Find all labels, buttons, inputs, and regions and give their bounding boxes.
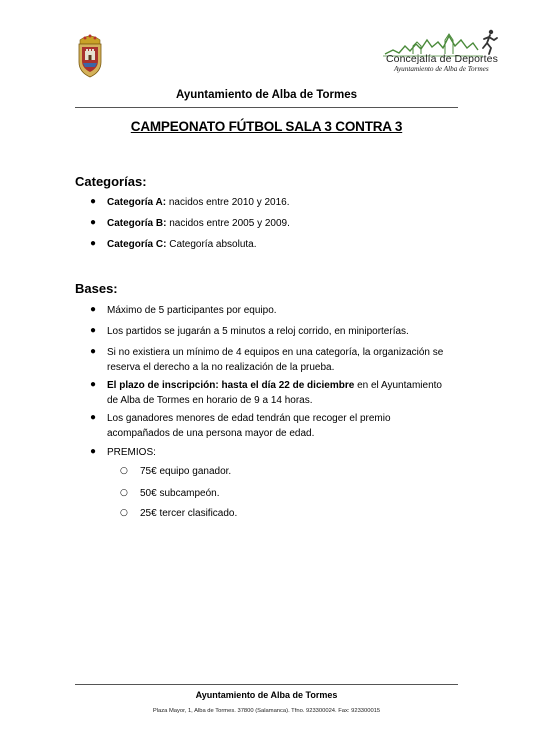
bases-text: Si no existiera un mínimo de 4 equipos en una categoría, la organización se reserva el derecho a la no realización de la prueba. xyxy=(107,347,444,373)
bases-text: PREMIOS: xyxy=(107,447,156,458)
categoria-item xyxy=(90,195,450,210)
categoria-item xyxy=(90,237,450,252)
bullet-icon: ● xyxy=(90,196,97,207)
bullet-icon: ● xyxy=(90,238,97,249)
bases-text: Máximo de 5 participantes por equipo. xyxy=(107,305,277,316)
bases-text: Los ganadores menores de edad tendrán que recoger el premio acompañados de una persona mayor de edad. xyxy=(107,413,391,439)
bases-item xyxy=(90,445,450,460)
categoria-label: Categoría C: xyxy=(107,239,167,250)
bases-label: El plazo de inscripción: hasta el día 22 de diciembre xyxy=(107,380,355,391)
categoria-item xyxy=(90,216,450,231)
circle-bullet-icon: ○ xyxy=(120,466,128,476)
bases-item xyxy=(90,303,450,318)
bullet-icon: ● xyxy=(90,217,97,228)
deportes-logo-subtitle: Ayuntamiento de Alba de Tormes xyxy=(394,65,489,73)
categoria-text: nacidos entre 2005 y 2009. xyxy=(166,218,290,229)
bullet-icon: ● xyxy=(90,304,97,315)
categorias-heading: Categorías: xyxy=(75,174,147,189)
bases-item xyxy=(90,378,450,408)
circle-bullet-icon: ○ xyxy=(120,508,128,518)
footer-organization: Ayuntamiento de Alba de Tormes xyxy=(195,690,338,700)
premio-item xyxy=(120,506,420,521)
footer-address: Plaza Mayor, 1, Alba de Tormes. 37800 (Salamanca). Tfno. 923300024. Fax: 923300015 xyxy=(152,708,381,714)
coat-of-arms-logo xyxy=(76,30,104,80)
bases-text: en el Ayuntamiento de Alba de Tormes en horario de 9 a 14 horas. xyxy=(107,380,442,406)
bases-heading: Bases: xyxy=(75,281,118,296)
bullet-icon: ● xyxy=(90,325,97,336)
bullet-icon: ● xyxy=(90,446,97,457)
header-divider xyxy=(75,107,458,108)
document-title: CAMPEONATO FÚTBOL SALA 3 CONTRA 3 xyxy=(130,119,403,134)
categoria-text: nacidos entre 2010 y 2016. xyxy=(166,197,290,208)
categoria-text: Categoría absoluta. xyxy=(166,239,257,250)
bases-item xyxy=(90,324,450,339)
premio-item xyxy=(120,486,420,501)
bases-item xyxy=(90,345,450,375)
bullet-icon: ● xyxy=(90,379,97,390)
circle-bullet-icon: ○ xyxy=(120,488,128,498)
deportes-logo-text xyxy=(386,54,506,74)
deportes-logo-title: Concejalía de Deportes xyxy=(386,53,498,65)
footer-divider xyxy=(75,684,458,685)
premio-text: 50€ subcampeón. xyxy=(140,488,220,499)
premio-text: 25€ tercer clasificado. xyxy=(140,508,238,519)
header-organization: Ayuntamiento de Alba de Tormes xyxy=(175,89,358,101)
bullet-icon: ● xyxy=(90,412,97,423)
premio-item xyxy=(120,464,420,479)
premio-text: 75€ equipo ganador. xyxy=(140,466,232,477)
bullet-icon: ● xyxy=(90,346,97,357)
bases-text: Los partidos se jugarán a 5 minutos a reloj corrido, en miniporterías. xyxy=(107,326,409,337)
categoria-label: Categoría A: xyxy=(107,197,167,208)
bases-item xyxy=(90,411,450,441)
categoria-label: Categoría B: xyxy=(107,218,167,229)
